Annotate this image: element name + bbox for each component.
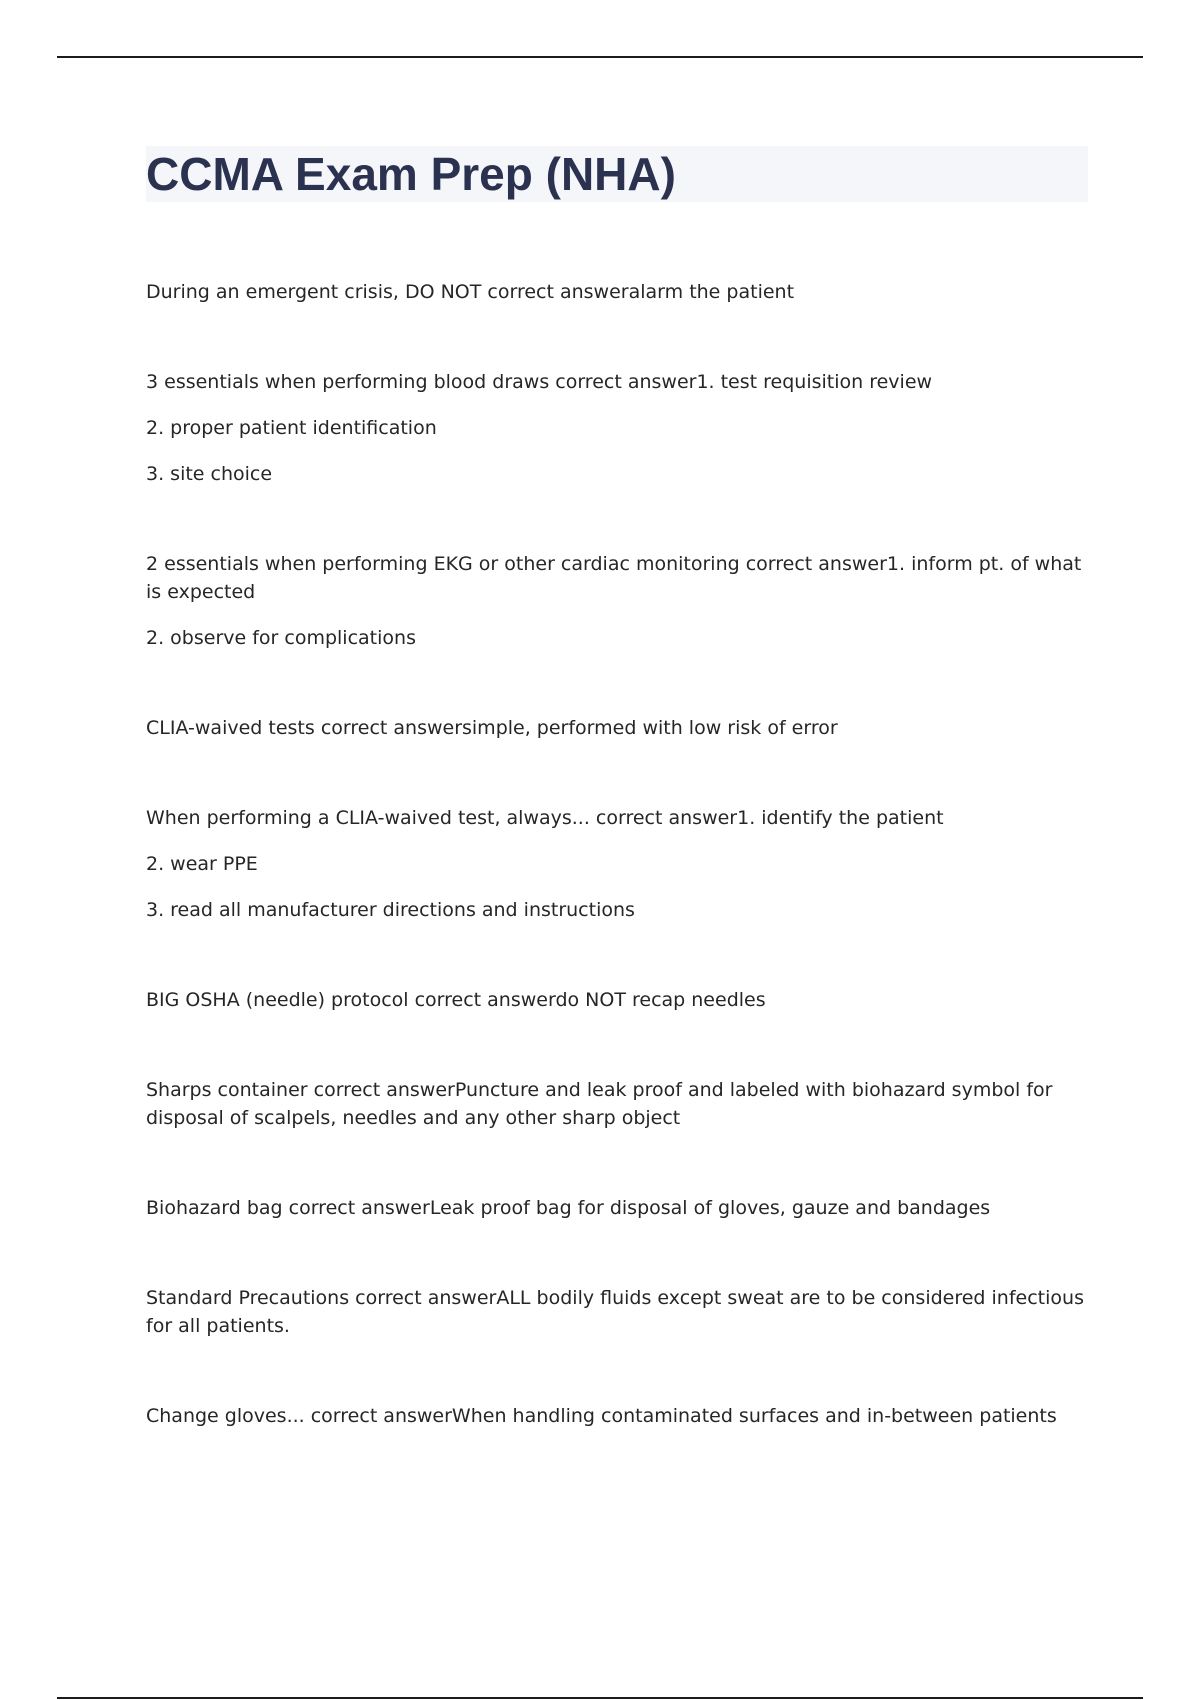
qa-entry [146, 986, 1090, 1014]
entry-line: Standard Precautions correct answerALL bodily fluids except sweat are to be considered infectious for all patients. [146, 1287, 1084, 1337]
entry-line: Sharps container correct answerPuncture and leak proof and labeled with biohazard symbol for disposal of scalpels, needles and any other sharp object [146, 1079, 1053, 1129]
qa-entry [146, 1194, 1090, 1222]
document-title: CCMA Exam Prep (NHA) [146, 148, 676, 200]
qa-entry [146, 1076, 1090, 1132]
qa-entry [146, 368, 1090, 488]
entry-line: Biohazard bag correct answerLeak proof bag for disposal of gloves, gauze and bandages [146, 1197, 991, 1219]
entry-line: 3 essentials when performing blood draws correct answer1. test requisition review [146, 371, 933, 393]
entry-line: 2. proper patient identification [146, 417, 437, 439]
entry-line: Change gloves... correct answerWhen handling contaminated surfaces and in-between patients [146, 1405, 1057, 1427]
entry-line: 3. read all manufacturer directions and instructions [146, 899, 635, 921]
top-rule [57, 56, 1143, 58]
title-block [146, 146, 1088, 202]
qa-entry [146, 278, 1090, 306]
qa-entry [146, 714, 1090, 742]
entry-line: 2 essentials when performing EKG or other cardiac monitoring correct answer1. inform pt. of what is expected [146, 553, 1082, 603]
entry-line: BIG OSHA (needle) protocol correct answerdo NOT recap needles [146, 989, 766, 1011]
entry-line: 2. wear PPE [146, 853, 258, 875]
entry-line: 3. site choice [146, 463, 273, 485]
qa-entry [146, 1402, 1090, 1430]
entry-line: 2. observe for complications [146, 627, 416, 649]
entry-line: CLIA-waived tests correct answersimple, performed with low risk of error [146, 717, 838, 739]
entry-line: When performing a CLIA-waived test, always... correct answer1. identify the patient [146, 807, 944, 829]
document-body [146, 278, 1090, 1492]
qa-entry [146, 1284, 1090, 1340]
qa-entry [146, 804, 1090, 924]
qa-entry [146, 550, 1090, 652]
entry-line: During an emergent crisis, DO NOT correct answeralarm the patient [146, 281, 795, 303]
bottom-rule [57, 1697, 1143, 1699]
